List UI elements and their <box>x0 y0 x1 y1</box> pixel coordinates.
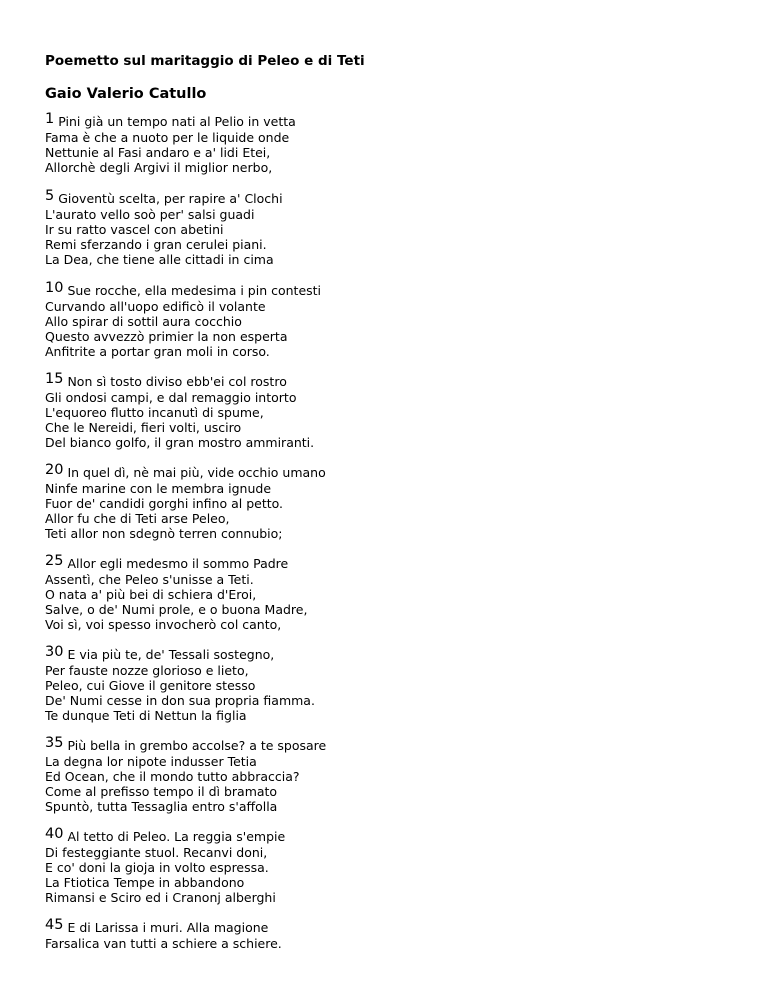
verse-text: Allor egli medesmo il sommo Padre <box>67 556 289 571</box>
verse-text: Peleo, cui Giove il genitore stesso <box>45 678 256 694</box>
stanza <box>45 280 322 360</box>
verse-text: Te dunque Teti di Nettun la figlia <box>45 708 247 724</box>
verse-text: Del bianco golfo, il gran mostro ammiranti. <box>45 435 315 451</box>
verse-text: Fama è che a nuoto per le liquide onde <box>45 130 290 146</box>
verse-text: E co' doni la gioja in volto espressa. <box>45 860 269 876</box>
verse-line <box>45 708 315 723</box>
verse-text: Ed Ocean, che il mondo tutto abbraccia? <box>45 769 300 785</box>
verse-text: L'aurato vello soò per' salsi guadi <box>45 207 255 223</box>
verse-line <box>45 462 326 481</box>
verse-number: 15 <box>45 371 64 387</box>
verse-number: 25 <box>45 553 64 569</box>
verse-line <box>45 222 283 237</box>
verse-number: 10 <box>45 280 64 296</box>
verse-line <box>45 420 314 435</box>
verse-line <box>45 160 296 175</box>
verse-line <box>45 875 285 890</box>
verse-line <box>45 280 322 299</box>
verse-text: Salve, o de' Numi prole, e o buona Madre, <box>45 602 308 618</box>
verse-line <box>45 511 326 526</box>
verse-text: Questo avvezzò primier la non esperta <box>45 329 288 345</box>
verse-number: 5 <box>45 188 55 204</box>
verse-line <box>45 526 326 541</box>
verse-text: Teti allor non sdegnò terren connubio; <box>45 526 283 542</box>
verse-text: Assentì, che Peleo s'unisse a Teti. <box>45 572 254 588</box>
verse-text: Voi sì, voi spesso invocherò col canto, <box>45 617 282 633</box>
verse-text: Ir su ratto vascel con abetini <box>45 222 224 238</box>
verse-line <box>45 602 307 617</box>
verse-line <box>45 553 307 572</box>
verse-line <box>45 693 315 708</box>
verse-number: 40 <box>45 826 64 842</box>
verse-text: Per fauste nozze glorioso e lieto, <box>45 663 249 679</box>
stanza <box>45 553 308 633</box>
verse-line <box>45 784 326 799</box>
verse-number: 35 <box>45 735 64 751</box>
verse-text: Più bella in grembo accolse? a te sposare <box>67 738 327 753</box>
verse-number: 20 <box>45 462 64 478</box>
verse-text: Allorchè degli Argivi il miglior nerbo, <box>45 160 273 176</box>
verse-text: Curvando all'uopo edificò il volante <box>45 299 266 315</box>
verse-line <box>45 299 321 314</box>
verse-line <box>45 936 282 951</box>
verse-number: 1 <box>45 111 55 127</box>
verse-text: De' Numi cesse in don sua propria fiamma. <box>45 693 315 709</box>
verse-line <box>45 252 283 267</box>
verse-line <box>45 826 286 845</box>
verse-text: Anfitrite a portar gran moli in corso. <box>45 344 270 360</box>
verse-text: Rimansi e Sciro ed i Cranonj alberghi <box>45 890 276 906</box>
verse-text: Come al prefisso tempo il dì bramato <box>45 784 278 800</box>
verse-line <box>45 435 314 450</box>
verse-text: Ninfe marine con le membra ignude <box>45 481 272 497</box>
verse-text: Fuor de' candidi gorghi infino al petto. <box>45 496 284 512</box>
verse-line <box>45 845 285 860</box>
stanza <box>45 371 315 451</box>
verse-line <box>45 572 307 587</box>
verse-line <box>45 617 307 632</box>
verse-text: In quel dì, nè mai più, vide occhio umano <box>67 465 326 480</box>
verse-line <box>45 496 326 511</box>
document-author: Gaio Valerio Catullo <box>45 86 207 102</box>
verse-line <box>45 111 296 130</box>
verse-text: La Ftiotica Tempe in abbandono <box>45 875 245 891</box>
verse-text: E via più te, de' Tessali sostegno, <box>67 647 275 662</box>
stanza <box>45 111 296 176</box>
verse-text: La Dea, che tiene alle cittadi in cima <box>45 252 274 268</box>
verse-line <box>45 329 321 344</box>
verse-line <box>45 860 285 875</box>
verse-line <box>45 678 315 693</box>
verse-line <box>45 371 314 390</box>
verse-text: Al tetto di Peleo. La reggia s'empie <box>67 829 286 844</box>
verse-text: Spuntò, tutta Tessaglia entro s'affolla <box>45 799 278 815</box>
stanza <box>45 735 327 815</box>
verse-line <box>45 769 326 784</box>
verse-line <box>45 344 321 359</box>
stanza <box>45 462 326 542</box>
verse-line <box>45 481 326 496</box>
verse-line <box>45 587 307 602</box>
verse-line <box>45 663 315 678</box>
verse-text: Pini già un tempo nati al Pelio in vetta <box>58 114 296 129</box>
verse-text: E di Larissa i muri. Alla magione <box>67 920 269 935</box>
verse-line <box>45 188 283 207</box>
verse-line <box>45 130 296 145</box>
verse-line <box>45 390 314 405</box>
verse-line <box>45 735 327 754</box>
verse-line <box>45 405 314 420</box>
stanza <box>45 917 282 952</box>
verse-line <box>45 145 296 160</box>
verse-text: Allor fu che di Teti arse Peleo, <box>45 511 230 527</box>
verse-text: Nettunie al Fasi andaro e a' lidi Etei, <box>45 145 271 161</box>
verse-text: Che le Nereidi, fieri volti, usciro <box>45 420 242 436</box>
verse-line <box>45 890 285 905</box>
stanza <box>45 644 315 724</box>
verse-line <box>45 799 326 814</box>
stanza <box>45 826 286 906</box>
verse-line <box>45 644 315 663</box>
verse-number: 45 <box>45 917 64 933</box>
verse-text: Di festeggiante stuol. Recanvi doni, <box>45 845 268 861</box>
verse-line <box>45 207 283 222</box>
verse-line <box>45 237 283 252</box>
verse-text: Farsalica van tutti a schiere a schiere. <box>45 936 282 952</box>
verse-text: Sue rocche, ella medesima i pin contesti <box>67 283 322 298</box>
verse-text: Gioventù scelta, per rapire a' Clochi <box>58 191 283 206</box>
verse-text: Gli ondosi campi, e dal remaggio intorto <box>45 390 297 406</box>
verse-number: 30 <box>45 644 64 660</box>
verse-text: Remi sferzando i gran cerulei piani. <box>45 237 267 253</box>
verse-text: Allo spirar di sottil aura cocchio <box>45 314 242 330</box>
verse-text: La degna lor nipote indusser Tetia <box>45 754 257 770</box>
document-title: Poemetto sul maritaggio di Peleo e di Teti <box>45 53 365 69</box>
verse-text: O nata a' più bei di schiera d'Eroi, <box>45 587 257 603</box>
verse-line <box>45 917 282 936</box>
verse-text: L'equoreo flutto incanutì di spume, <box>45 405 264 421</box>
stanza <box>45 188 283 268</box>
verse-line <box>45 754 326 769</box>
verse-line <box>45 314 321 329</box>
verse-text: Non sì tosto diviso ebb'ei col rostro <box>67 374 287 389</box>
